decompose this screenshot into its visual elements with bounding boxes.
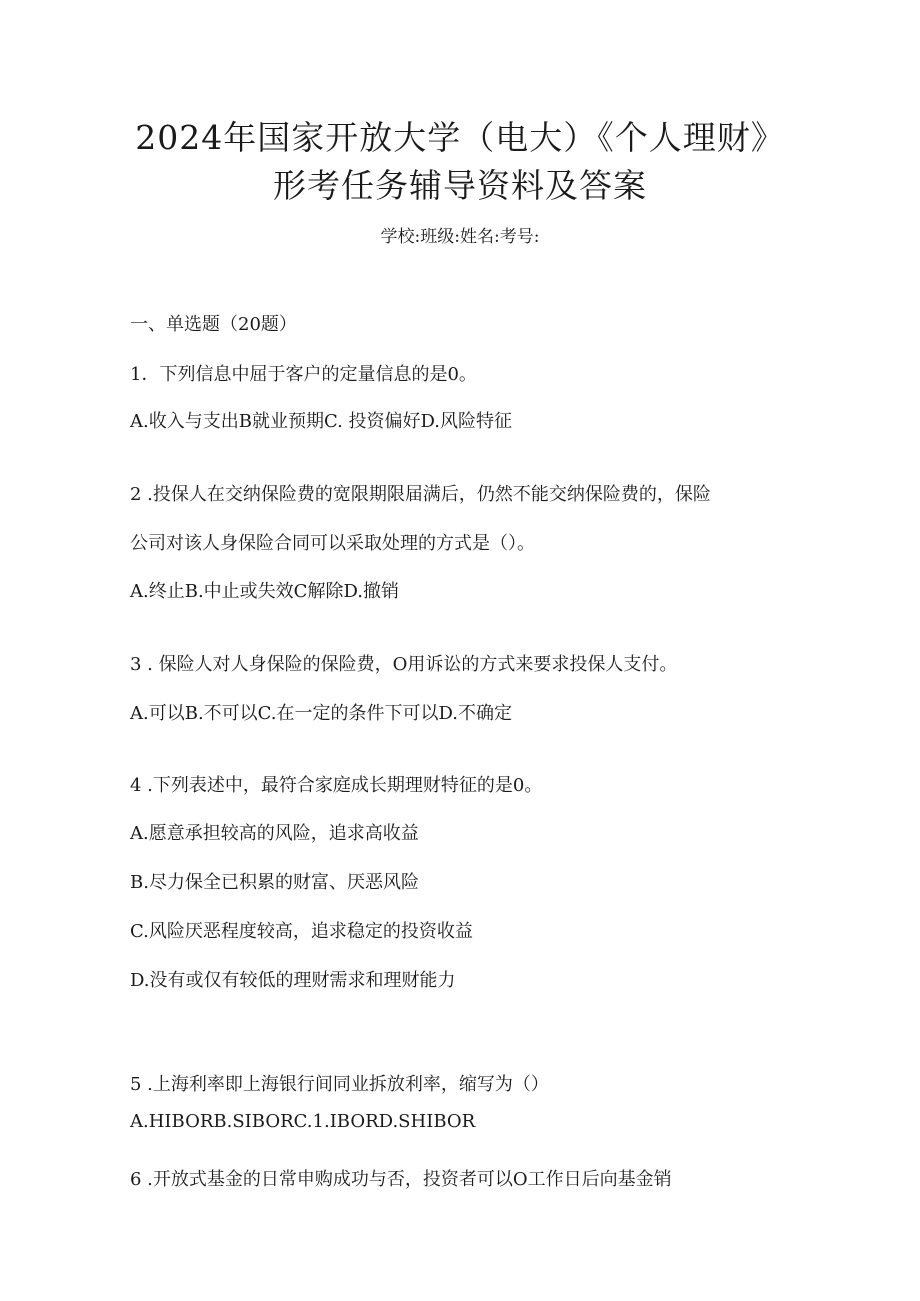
question-2-stem-line-1: 2 .投保人在交纳保险费的宽限期限届满后，仍然不能交纳保险费的，保险 — [130, 484, 711, 505]
question-5-options: A.HIBORB.SIBORC.1.IBORD.SHIBOR — [130, 1111, 476, 1132]
question-5-stem: 5 .上海利率即上海银行间同业拆放利率，缩写为（） — [130, 1074, 549, 1095]
question-4-option-d: D.没有或仅有较低的理财需求和理财能力 — [130, 970, 456, 991]
question-2-options: A.终止B.中止或失效C解除D.撤销 — [130, 581, 399, 602]
question-4-option-a: A.愿意承担较高的风险，追求高收益 — [130, 823, 419, 844]
question-3-stem: 3 . 保险人对人身保险的保险费，O用诉讼的方式来要求投保人支付。 — [130, 654, 678, 675]
question-4-option-c: C.风险厌恶程度较高，追求稳定的投资收益 — [130, 921, 473, 942]
document-title-line-2: 形考任务辅导资料及答案 — [273, 166, 647, 205]
section-heading: 一、单选题（20题） — [130, 314, 297, 335]
question-3-options: A.可以B.不可以C.在一定的条件下可以D.不确定 — [130, 703, 513, 724]
question-6-stem: 6 .开放式基金的日常申购成功与否，投资者可以O工作日后向基金销 — [130, 1169, 672, 1190]
student-info-line: 学校:班级:姓名:考号: — [380, 227, 540, 247]
question-2-stem-line-2: 公司对该人身保险合同可以采取处理的方式是（）。 — [130, 533, 535, 554]
question-4-stem: 4 .下列表述中，最符合家庭成长期理财特征的是0。 — [130, 775, 543, 796]
question-1-options: A.收入与支出B就业预期C. 投资偏好D.风险特征 — [130, 411, 513, 432]
question-4-option-b: B.尽力保全已积累的财富、厌恶风险 — [130, 872, 419, 893]
question-1-stem: 1．下列信息中屈于客户的定量信息的是0。 — [130, 364, 477, 385]
document-title-line-1: 2024年国家开放大学（电大）《个人理财》 — [135, 118, 785, 157]
